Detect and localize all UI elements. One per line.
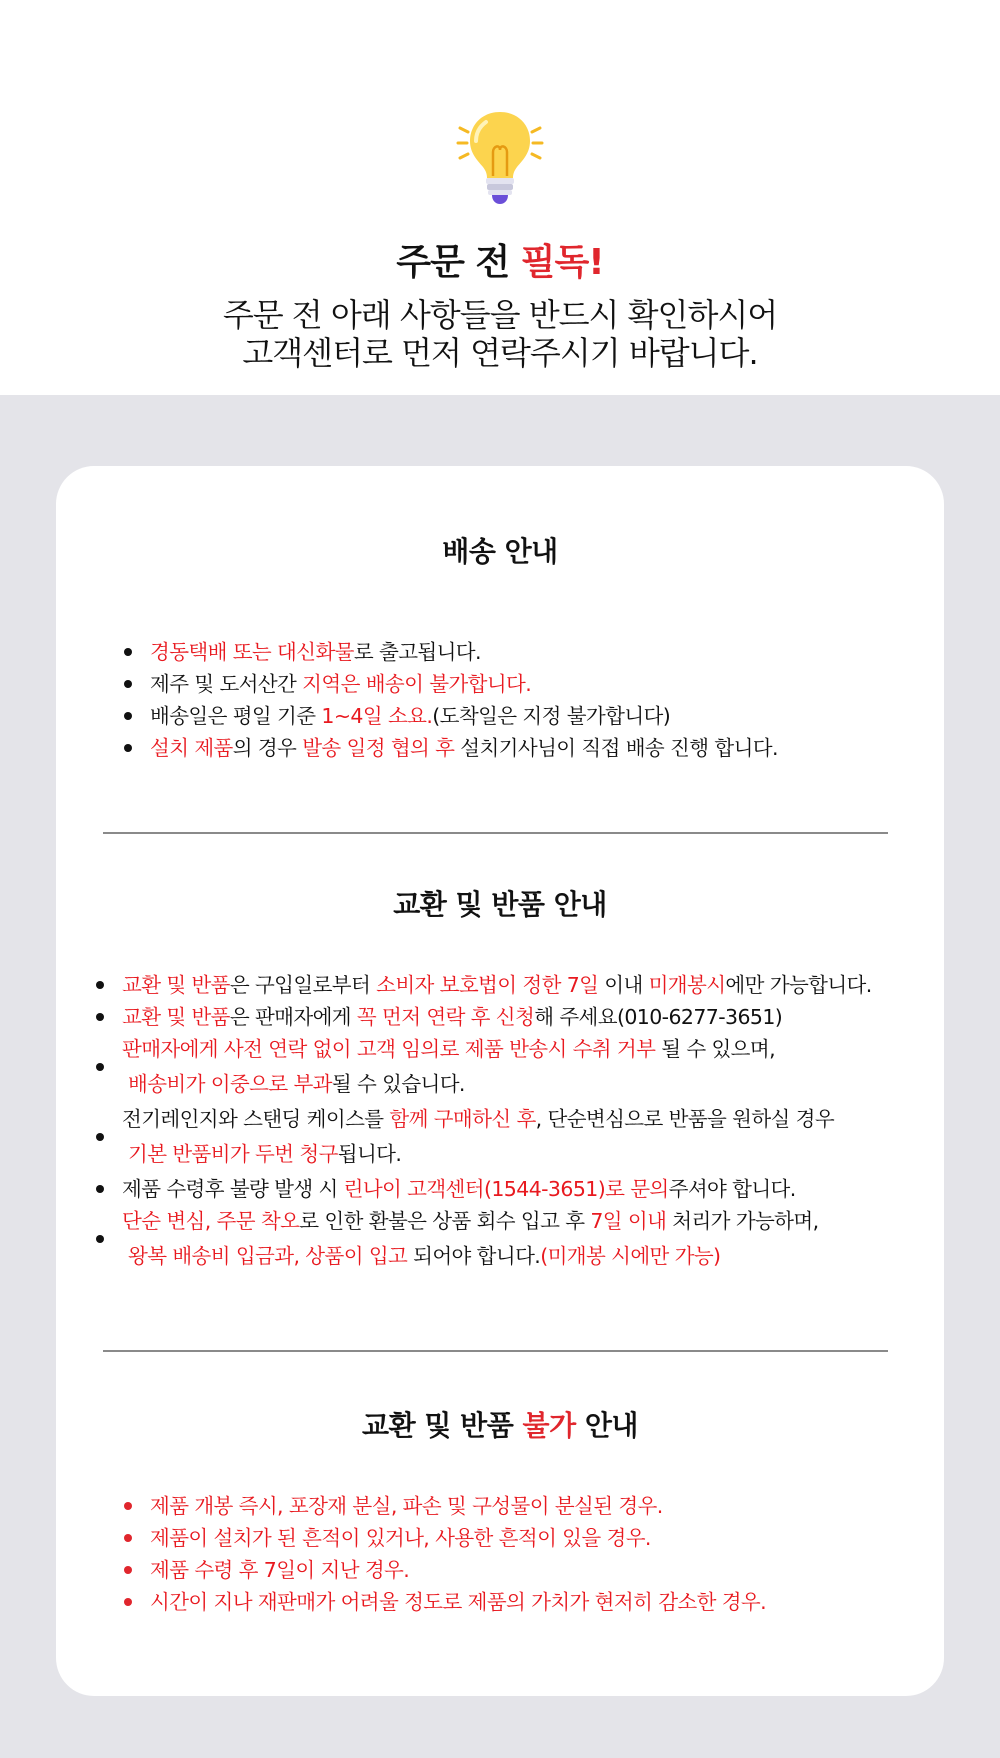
no-exchange-title-red: 불가 xyxy=(522,1409,576,1442)
list-item xyxy=(124,732,778,764)
list-item-line xyxy=(122,1005,782,1029)
highlight-text: 지역은 배송이 불가합니다. xyxy=(302,672,532,696)
no-exchange-title-part-1: 교환 및 반품 xyxy=(362,1409,514,1442)
delivery-list xyxy=(124,636,778,764)
body-text: 되어야 합니다. xyxy=(407,1244,541,1268)
highlight-text: 발송 일정 협의 후 xyxy=(302,736,455,760)
list-item-line xyxy=(122,1138,834,1170)
body-text: 로 출고됩니다. xyxy=(353,640,481,664)
list-item xyxy=(124,700,778,732)
body-text: 처리가 가능하며, xyxy=(666,1209,819,1233)
body-text: 될 수 있습니다. xyxy=(331,1072,465,1096)
highlight-text: 경동택배 또는 대신화물 xyxy=(150,640,354,664)
list-item xyxy=(96,1033,775,1100)
page-title xyxy=(0,234,1000,285)
list-item xyxy=(96,1173,796,1205)
body-text: 전기레인지와 스탠딩 케이스를 xyxy=(122,1107,390,1131)
list-item-line xyxy=(122,1177,796,1201)
highlight-text: 린나이 고객센터(1544-3651)로 문의 xyxy=(343,1177,669,1201)
body-text: 주셔야 합니다. xyxy=(668,1177,796,1201)
highlight-text: 꼭 먼저 연락 후 신청 xyxy=(356,1005,535,1029)
list-item-line xyxy=(122,1240,819,1272)
list-item-line xyxy=(122,1209,819,1233)
highlight-text: 단순 변심, 주문 착오 xyxy=(122,1209,300,1233)
divider xyxy=(103,832,888,834)
list-item xyxy=(96,969,872,1001)
delivery-title: 배송 안내 xyxy=(442,535,558,568)
no-exchange-list xyxy=(124,1490,766,1618)
body-text: 될 수 있으며, xyxy=(655,1037,776,1061)
highlight-text: 기본 반품비가 두번 청구 xyxy=(128,1142,338,1166)
page-subtitle xyxy=(0,296,1000,372)
body-text: 배송일은 평일 기준 xyxy=(150,704,322,728)
body-text: 제주 및 도서산간 xyxy=(150,672,303,696)
body-text: 제품 수령후 불량 발생 시 xyxy=(122,1177,344,1201)
subtitle-line-1: 주문 전 아래 사항들을 반드시 확인하시어 xyxy=(222,296,778,334)
subtitle-line-2: 고객센터로 먼저 연락주시기 바랍니다. xyxy=(242,334,758,372)
body-text: , 단순변심으로 반품을 원하실 경우 xyxy=(535,1107,835,1131)
highlight-text: 설치 제품 xyxy=(150,736,233,760)
body-text: 은 판매자에게 xyxy=(229,1005,357,1029)
list-item xyxy=(124,636,778,668)
list-item: 시간이 지나 재판매가 어려울 정도로 제품의 가치가 현저히 감소한 경우. xyxy=(124,1586,766,1618)
title-black: 주문 전 xyxy=(396,242,510,283)
divider xyxy=(103,1350,888,1352)
list-item xyxy=(96,1103,834,1170)
body-text: 됩니다. xyxy=(337,1142,402,1166)
list-item: 제품 개봉 즉시, 포장재 분실, 파손 및 구성물이 분실된 경우. xyxy=(124,1490,766,1522)
exchange-title: 교환 및 반품 안내 xyxy=(393,888,607,921)
list-item-line xyxy=(122,1068,775,1100)
highlight-text: (미개봉 시에만 가능) xyxy=(540,1244,721,1268)
list-item: 제품이 설치가 된 흔적이 있거나, 사용한 흔적이 있을 경우. xyxy=(124,1522,766,1554)
no-exchange-title-part-2: 안내 xyxy=(584,1409,638,1442)
list-item-line xyxy=(122,973,872,997)
no-exchange-title xyxy=(0,1404,1000,1444)
title-red: 필독 xyxy=(520,242,589,283)
highlight-text: 1~4일 소요. xyxy=(321,704,433,728)
body-text: 은 구입일로부터 xyxy=(229,973,377,997)
highlight-text: 7일 이내 xyxy=(590,1209,667,1233)
list-item: 제품 수령 후 7일이 지난 경우. xyxy=(124,1554,766,1586)
body-text: (도착일은 지정 불가합니다) xyxy=(432,704,671,728)
list-item xyxy=(96,1205,819,1272)
highlight-text: 함께 구매하신 후 xyxy=(389,1107,536,1131)
highlight-text: 교환 및 반품 xyxy=(122,973,230,997)
highlight-text: 교환 및 반품 xyxy=(122,1005,230,1029)
list-item-line xyxy=(122,1037,775,1061)
body-text: 설치기사님이 직접 배송 진행 합니다. xyxy=(454,736,778,760)
highlight-text: 미개봉시 xyxy=(648,973,726,997)
body-text: 해 주세요(010-6277-3651) xyxy=(534,1005,783,1029)
lightbulb-icon xyxy=(452,108,548,208)
list-item xyxy=(96,1001,782,1033)
highlight-text: 왕복 배송비 입금과, 상품이 입고 xyxy=(128,1244,408,1268)
body-text: 이내 xyxy=(598,973,649,997)
highlight-text: 배송비가 이중으로 부과 xyxy=(128,1072,332,1096)
body-text: 로 인한 환불은 상품 회수 입고 후 xyxy=(299,1209,591,1233)
list-item xyxy=(124,668,778,700)
body-text: 의 경우 xyxy=(232,736,303,760)
highlight-text: 소비자 보호법이 정한 7일 xyxy=(376,973,599,997)
title-mark: ! xyxy=(588,242,604,283)
body-text: 에만 가능합니다. xyxy=(725,973,872,997)
list-item-line xyxy=(122,1107,834,1131)
highlight-text: 판매자에게 사전 연락 없이 고객 임의로 제품 반송시 수취 거부 xyxy=(122,1037,656,1061)
